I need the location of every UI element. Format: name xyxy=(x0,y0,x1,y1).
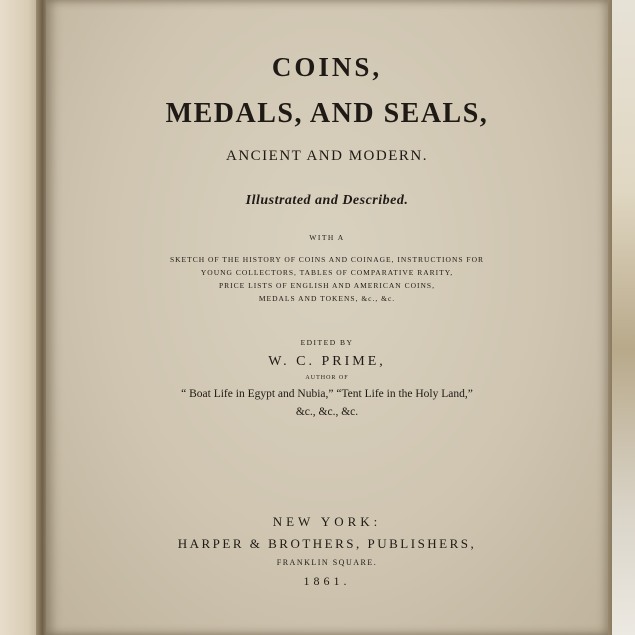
edited-by-label: EDITED BY xyxy=(300,338,354,347)
contents-line: SKETCH OF THE HISTORY OF COINS AND COINAGE, INSTRUCTIONS FOR xyxy=(169,255,485,264)
author-of-label: AUTHOR OF xyxy=(305,375,349,381)
subtitle-ancient-modern: ANCIENT AND MODERN. xyxy=(226,148,428,164)
imprint-city: NEW YORK: xyxy=(272,514,382,529)
imprint-year: 1861. xyxy=(303,574,351,588)
with-a-line: WITH A xyxy=(309,233,345,242)
other-works: “ Boat Life in Egypt and Nubia,” “Tent Life in the Holy Land,” xyxy=(181,388,473,400)
imprint-address: FRANKLIN SQUARE. xyxy=(276,558,378,567)
title-line-medals: MEDALS, AND SEALS, xyxy=(165,98,489,129)
other-works-etc: &c., &c., &c. xyxy=(295,406,359,418)
left-facing-page xyxy=(0,0,40,635)
subtitle-illustrated: Illustrated and Described. xyxy=(245,193,409,208)
title-page xyxy=(46,0,608,635)
title-line-coins: COINS, xyxy=(271,52,383,82)
contents-line: PRICE LISTS OF ENGLISH AND AMERICAN COINS, xyxy=(219,281,435,290)
contents-line: YOUNG COLLECTORS, TABLES OF COMPARATIVE RARITY, xyxy=(200,268,454,277)
contents-line: MEDALS AND TOKENS, &c., &c. xyxy=(258,294,396,303)
imprint-publisher: HARPER & BROTHERS, PUBLISHERS, xyxy=(177,536,477,551)
contents-description xyxy=(46,253,608,305)
editor-name: W. C. PRIME, xyxy=(268,354,386,369)
